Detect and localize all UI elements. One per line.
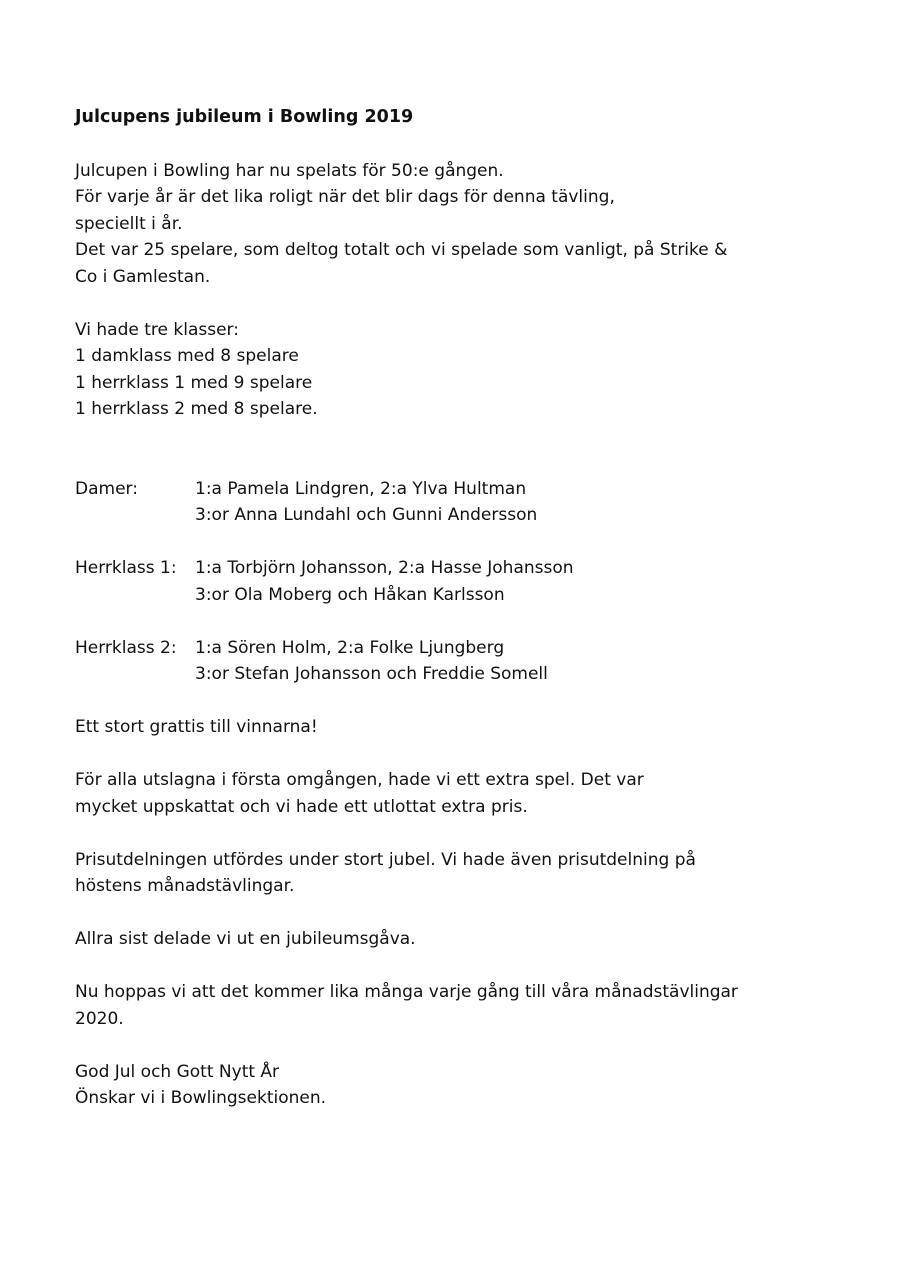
- intro-paragraph: [75, 158, 835, 291]
- congrats-line: Ett stort grattis till vinnarna!: [75, 717, 318, 737]
- gift-paragraph: [75, 926, 835, 953]
- result-placings-third: 3:or Stefan Johansson och Freddie Somell: [195, 664, 548, 684]
- intro-line: Julcupen i Bowling har nu spelats för 50:e gången.: [75, 160, 504, 181]
- prize-paragraph: [75, 847, 835, 900]
- classes-line: 1 damklass med 8 spelare: [75, 346, 299, 366]
- prize-line: Prisutdelningen utfördes under stort jubel. Vi hade även prisutdelning på: [75, 849, 696, 870]
- congrats-paragraph: [75, 714, 835, 741]
- result-class-label: Herrklass 1:: [75, 558, 177, 578]
- result-class-label: Herrklass 2:: [75, 637, 177, 658]
- closing-paragraph: [75, 1059, 835, 1112]
- extra-line: För alla utslagna i första omgången, hade vi ett extra spel. Det var: [75, 770, 644, 790]
- closing-line: Önskar vi i Bowlingsektionen.: [75, 1088, 327, 1108]
- result-placings: 1:a Sören Holm, 2:a Folke Ljungberg: [195, 637, 505, 658]
- hope-line: 2020.: [75, 1008, 124, 1029]
- result-row: [75, 635, 835, 662]
- intro-line: Co i Gamlestan.: [75, 266, 211, 287]
- intro-line: speciellt i år.: [75, 213, 183, 234]
- hope-line: Nu hoppas vi att det kommer lika många varje gång till våra månadstävlingar: [75, 982, 738, 1002]
- closing-line: God Jul och Gott Nytt År: [75, 1061, 280, 1082]
- result-row: [75, 476, 835, 503]
- result-class-label: Damer:: [75, 478, 138, 499]
- gift-line: Allra sist delade vi ut en jubileumsgåva.: [75, 929, 416, 949]
- result-placings: 1:a Pamela Lindgren, 2:a Ylva Hultman: [195, 478, 527, 499]
- document-title: Julcupens jubileum i Bowling 2019: [75, 107, 414, 127]
- results-herrklass-2: [75, 635, 835, 688]
- classes-paragraph: [75, 317, 835, 423]
- result-row: [75, 555, 835, 582]
- intro-line: För varje år är det lika roligt när det blir dags för denna tävling,: [75, 187, 615, 207]
- result-placings-third: 3:or Ola Moberg och Håkan Karlsson: [195, 584, 505, 605]
- result-placings: 1:a Torbjörn Johansson, 2:a Hasse Johansson: [195, 558, 574, 578]
- result-placings-third: 3:or Anna Lundahl och Gunni Andersson: [195, 505, 538, 525]
- classes-line: 1 herrklass 1 med 9 spelare: [75, 372, 313, 393]
- prize-line: höstens månadstävlingar.: [75, 876, 295, 896]
- document-body: [75, 104, 835, 1138]
- extra-line: mycket uppskattat och vi hade ett utlottat extra pris.: [75, 796, 528, 817]
- results-herrklass-1: [75, 555, 835, 608]
- hope-paragraph: [75, 979, 835, 1032]
- classes-line: Vi hade tre klasser:: [75, 319, 239, 340]
- blank-line: [75, 449, 835, 476]
- classes-line: 1 herrklass 2 med 8 spelare.: [75, 399, 318, 419]
- results-damer: [75, 476, 835, 529]
- extra-game-paragraph: [75, 767, 835, 820]
- intro-line: Det var 25 spelare, som deltog totalt och vi spelade som vanligt, på Strike &: [75, 240, 728, 260]
